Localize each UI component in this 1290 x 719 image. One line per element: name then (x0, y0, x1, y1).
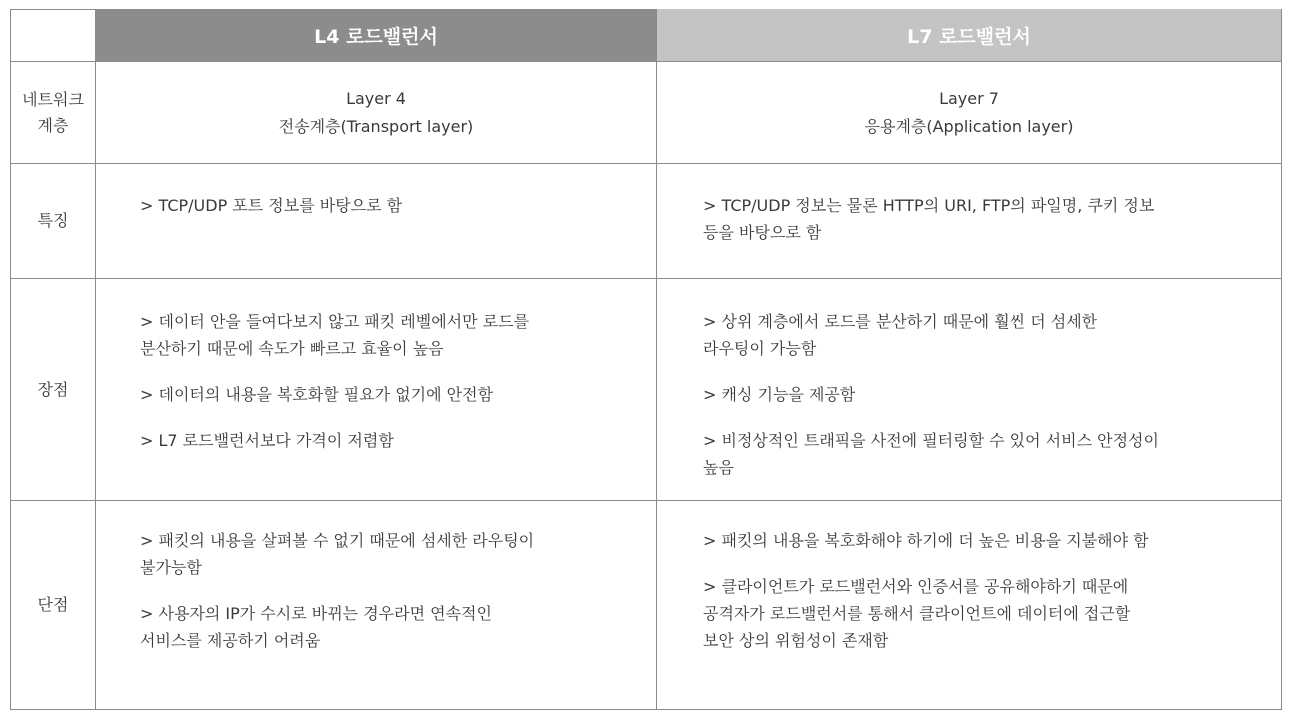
l4-layer-number: Layer 4 (346, 88, 406, 108)
l4-layer-cell (96, 62, 657, 164)
l7-feature-item: > TCP/UDP 정보는 물론 HTTP의 URI, FTP의 파일명, 쿠키 정보 등을 바탕으로 함 (703, 196, 1155, 242)
l4-disadvantage-item: > 사용자의 IP가 수시로 바뀌는 경우라면 연속적인 서비스를 제공하기 어려움 (140, 604, 492, 650)
l4-disadvantage-item: > 패킷의 내용을 살펴볼 수 없기 때문에 섬세한 라우팅이 불가능함 (140, 531, 535, 577)
l7-advantage-item: > 비정상적인 트래픽을 사전에 필터링할 수 있어 서비스 안정성이 높음 (703, 431, 1159, 477)
l4-feature-item: > TCP/UDP 포트 정보를 바탕으로 함 (140, 196, 403, 215)
l4-header: L4 로드밸런서 (96, 10, 657, 62)
l7-layer-cell (657, 62, 1282, 164)
advantages-label: 장점 (11, 279, 96, 501)
l7-advantage-item: > 상위 계층에서 로드를 분산하기 때문에 훨씬 더 섬세한 라우팅이 가능함 (703, 312, 1098, 358)
l7-advantage-item: > 캐싱 기능을 제공함 (703, 385, 856, 404)
network-layer-label: 네트워크 계층 (11, 62, 96, 164)
l4-advantages-cell (96, 279, 657, 501)
l7-features-cell (657, 164, 1282, 279)
l7-disadvantage-item: > 클라이언트가 로드밸런서와 인증서를 공유해야하기 때문에 공격자가 로드밸런서를 통해서 클라이언트에 데이터에 접근할 보안 상의 위험성이 존재함 (703, 577, 1131, 650)
l4-advantage-item: > 데이터 안을 들여다보지 않고 패킷 레벨에서만 로드를 분산하기 때문에 속도가 빠르고 효율이 높음 (140, 312, 530, 358)
disadvantages-label: 단점 (11, 501, 96, 710)
l7-layer-number: Layer 7 (939, 88, 999, 108)
l4-advantage-item: > L7 로드밸런서보다 가격이 저렴함 (140, 431, 394, 450)
l4-features-cell (96, 164, 657, 279)
l7-disadvantages-cell (657, 501, 1282, 710)
features-row (11, 164, 1282, 279)
l7-layer-name: 응용계층(Application layer) (864, 116, 1074, 136)
l7-advantages-cell (657, 279, 1282, 501)
l4-disadvantages-cell (96, 501, 657, 710)
l7-header: L7 로드밸런서 (657, 10, 1282, 62)
corner-cell (11, 10, 96, 62)
header-row (11, 10, 1282, 62)
l4-layer-name: 전송계층(Transport layer) (278, 116, 474, 136)
features-label: 특징 (11, 164, 96, 279)
network-layer-row (11, 62, 1282, 164)
l4-advantage-item: > 데이터의 내용을 복호화할 필요가 없기에 안전함 (140, 385, 494, 404)
l7-disadvantage-item: > 패킷의 내용을 복호화해야 하기에 더 높은 비용을 지불해야 함 (703, 531, 1149, 550)
disadvantages-row (11, 501, 1282, 710)
lb-comparison-table (10, 9, 1282, 710)
advantages-row (11, 279, 1282, 501)
